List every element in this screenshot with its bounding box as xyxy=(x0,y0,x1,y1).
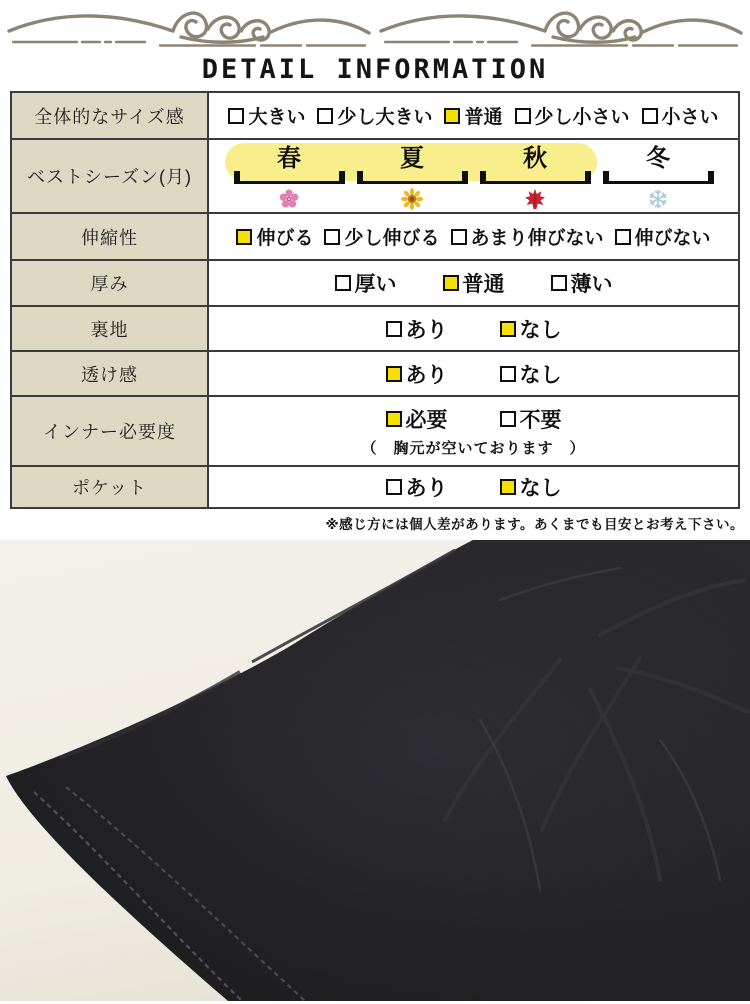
season-range-bracket xyxy=(480,171,591,184)
row-value xyxy=(209,397,738,465)
option-item xyxy=(451,223,604,250)
row-label: 全体的なサイズ感 xyxy=(12,93,209,138)
option-item xyxy=(317,102,432,129)
options-line xyxy=(386,314,562,344)
season-segment xyxy=(234,147,345,210)
disclaimer-note: ※感じ方には個人差があります。あくまでも目安とお考え下さい。 xyxy=(325,517,744,532)
row-label: 伸縮性 xyxy=(12,214,209,259)
option-item xyxy=(386,472,448,502)
option-item xyxy=(386,314,448,344)
row-value xyxy=(209,261,738,305)
checkbox-checked-icon xyxy=(443,275,459,291)
option-label: 薄い xyxy=(570,273,613,296)
option-item xyxy=(228,102,305,129)
checkbox-checked-icon xyxy=(500,479,516,495)
options-line xyxy=(386,404,562,434)
checkbox-checked-icon xyxy=(500,321,516,337)
row-label: ポケット xyxy=(12,467,209,507)
decorative-flourish xyxy=(5,4,745,50)
option-label: あり xyxy=(405,318,448,342)
option-label: 大きい xyxy=(248,107,306,128)
checkbox-icon xyxy=(386,479,402,495)
sunflower-icon xyxy=(401,188,423,210)
season-range-bracket xyxy=(357,171,468,184)
option-item xyxy=(324,223,439,250)
option-item xyxy=(444,102,502,129)
option-item xyxy=(386,359,448,389)
season-segment xyxy=(357,147,468,210)
option-item xyxy=(500,404,562,434)
row-label: 透け感 xyxy=(12,352,209,395)
option-item xyxy=(551,268,613,298)
option-label: なし xyxy=(519,363,562,387)
table-row-season xyxy=(12,140,738,214)
row-value xyxy=(209,140,738,212)
checkbox-icon xyxy=(451,229,467,245)
option-note: （ 胸元が空いております ） xyxy=(361,440,586,457)
option-item xyxy=(515,102,630,129)
option-item xyxy=(500,314,562,344)
option-label: 必要 xyxy=(405,409,448,432)
row-label: インナー必要度 xyxy=(12,397,209,465)
option-label: 少し伸びる xyxy=(344,228,440,249)
options-line xyxy=(236,223,710,250)
table-row-thickness xyxy=(12,261,738,307)
option-item xyxy=(443,268,505,298)
row-label: ベストシーズン(月) xyxy=(12,140,209,212)
table-row-sheerness xyxy=(12,352,738,397)
table-row-inner-need xyxy=(12,397,738,467)
option-item xyxy=(386,404,448,434)
option-label: 小さい xyxy=(661,107,719,128)
season-label: 秋 xyxy=(523,145,547,172)
row-label: 裏地 xyxy=(12,307,209,350)
row-value xyxy=(209,307,738,350)
checkbox-icon xyxy=(335,275,351,291)
table-row-stretch xyxy=(12,214,738,261)
season-label: 冬 xyxy=(646,145,670,172)
options-line xyxy=(228,102,718,129)
season-segment xyxy=(480,147,591,210)
option-label: 不要 xyxy=(519,409,562,432)
checkbox-icon xyxy=(615,229,631,245)
row-value xyxy=(209,93,738,138)
checkbox-icon xyxy=(551,275,567,291)
checkbox-icon xyxy=(515,108,531,124)
checkbox-checked-icon xyxy=(236,229,252,245)
option-label: 伸びる xyxy=(256,228,314,249)
season-label: 夏 xyxy=(400,145,424,172)
option-item xyxy=(500,472,562,502)
spec-table xyxy=(10,91,740,509)
season-range-bracket xyxy=(234,171,345,184)
table-row-pocket xyxy=(12,467,738,507)
option-label: 厚い xyxy=(354,273,397,296)
option-label: 普通 xyxy=(464,107,503,128)
row-value xyxy=(209,467,738,507)
option-item xyxy=(642,102,719,129)
row-value xyxy=(209,352,738,395)
options-line xyxy=(386,472,562,502)
snowflake-icon xyxy=(647,188,669,210)
option-label: あり xyxy=(405,363,448,387)
option-item xyxy=(236,223,313,250)
checkbox-icon xyxy=(324,229,340,245)
season-label: 春 xyxy=(277,145,301,172)
checkbox-icon xyxy=(500,366,516,382)
product-photo xyxy=(0,540,750,1001)
table-row-lining xyxy=(12,307,738,352)
option-label: 少し小さい xyxy=(534,107,630,128)
checkbox-checked-icon xyxy=(386,411,402,427)
option-label: なし xyxy=(519,477,562,500)
table-row-size xyxy=(12,93,738,140)
option-label: 普通 xyxy=(462,273,505,296)
checkbox-icon xyxy=(386,321,402,337)
row-label: 厚み xyxy=(12,261,209,305)
checkbox-icon xyxy=(642,108,658,124)
row-value xyxy=(209,214,738,259)
season-segment xyxy=(603,147,714,210)
checkbox-icon xyxy=(228,108,244,124)
option-label: なし xyxy=(519,318,562,342)
options-line xyxy=(386,359,562,389)
checkbox-icon xyxy=(500,411,516,427)
season-range-bracket xyxy=(603,171,714,184)
option-item xyxy=(500,359,562,389)
checkbox-checked-icon xyxy=(386,366,402,382)
option-label: あり xyxy=(405,477,448,500)
option-label: 伸びない xyxy=(634,228,711,249)
checkbox-icon xyxy=(317,108,333,124)
page-title: DETAIL INFORMATION xyxy=(201,54,549,85)
option-label: あまり伸びない xyxy=(470,228,604,249)
season-strip xyxy=(234,142,714,210)
option-item xyxy=(335,268,397,298)
options-line xyxy=(335,268,613,298)
product-detail-page xyxy=(0,4,750,1004)
option-label: 少し大きい xyxy=(337,107,433,128)
cherry-blossom-icon xyxy=(278,188,300,210)
maple-leaf-icon xyxy=(524,188,546,210)
checkbox-checked-icon xyxy=(444,108,460,124)
option-item xyxy=(615,223,711,250)
